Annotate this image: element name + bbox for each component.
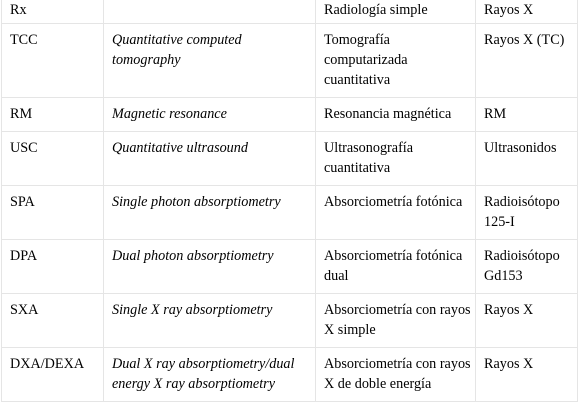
spanish-name-cell: Tomografía computarizada cuantitativa xyxy=(316,24,476,98)
source-cell: Rayos X xyxy=(476,348,578,402)
abbreviation-cell: SXA xyxy=(2,294,104,348)
source-cell: Radioisótopo Gd153 xyxy=(476,240,578,294)
abbreviation-cell: TCC xyxy=(2,24,104,98)
abbreviation-cell: DXA/DEXA xyxy=(2,348,104,402)
spanish-name-cell: Ultrasonografía cuantitativa xyxy=(316,132,476,186)
english-name-cell: Magnetic resonance xyxy=(104,98,316,132)
english-name-cell: Quantitative ultrasound xyxy=(104,132,316,186)
table-row xyxy=(2,0,578,24)
techniques-table xyxy=(1,0,578,402)
table-row xyxy=(2,294,578,348)
table-row xyxy=(2,98,578,132)
abbreviation-cell: Rx xyxy=(2,0,104,24)
spanish-name-cell: Resonancia magnética xyxy=(316,98,476,132)
table-row xyxy=(2,186,578,240)
table-row xyxy=(2,240,578,294)
english-name-cell xyxy=(104,0,316,24)
english-name-cell: Single X ray absorptiometry xyxy=(104,294,316,348)
abbreviation-cell: SPA xyxy=(2,186,104,240)
table-row xyxy=(2,132,578,186)
english-name-cell: Dual photon absorptiometry xyxy=(104,240,316,294)
spanish-name-cell: Absorciometría con rayos X simple xyxy=(316,294,476,348)
source-cell: Ultrasonidos xyxy=(476,132,578,186)
english-name-cell: Dual X ray absorptiometry/dual energy X ray absorptiometry xyxy=(104,348,316,402)
source-cell: Rayos X xyxy=(476,0,578,24)
spanish-name-cell: Absorciometría con rayos X de doble energía xyxy=(316,348,476,402)
spanish-name-cell: Radiología simple xyxy=(316,0,476,24)
source-cell: Rayos X xyxy=(476,294,578,348)
source-cell: RM xyxy=(476,98,578,132)
table-row xyxy=(2,348,578,402)
source-cell: Radioisótopo 125-I xyxy=(476,186,578,240)
abbreviation-cell: RM xyxy=(2,98,104,132)
source-cell: Rayos X (TC) xyxy=(476,24,578,98)
abbreviation-cell: USC xyxy=(2,132,104,186)
english-name-cell: Quantitative computed tomography xyxy=(104,24,316,98)
spanish-name-cell: Absorciometría fotónica dual xyxy=(316,240,476,294)
spanish-name-cell: Absorciometría fotónica xyxy=(316,186,476,240)
abbreviation-cell: DPA xyxy=(2,240,104,294)
english-name-cell: Single photon absorptiometry xyxy=(104,186,316,240)
table-row xyxy=(2,24,578,98)
